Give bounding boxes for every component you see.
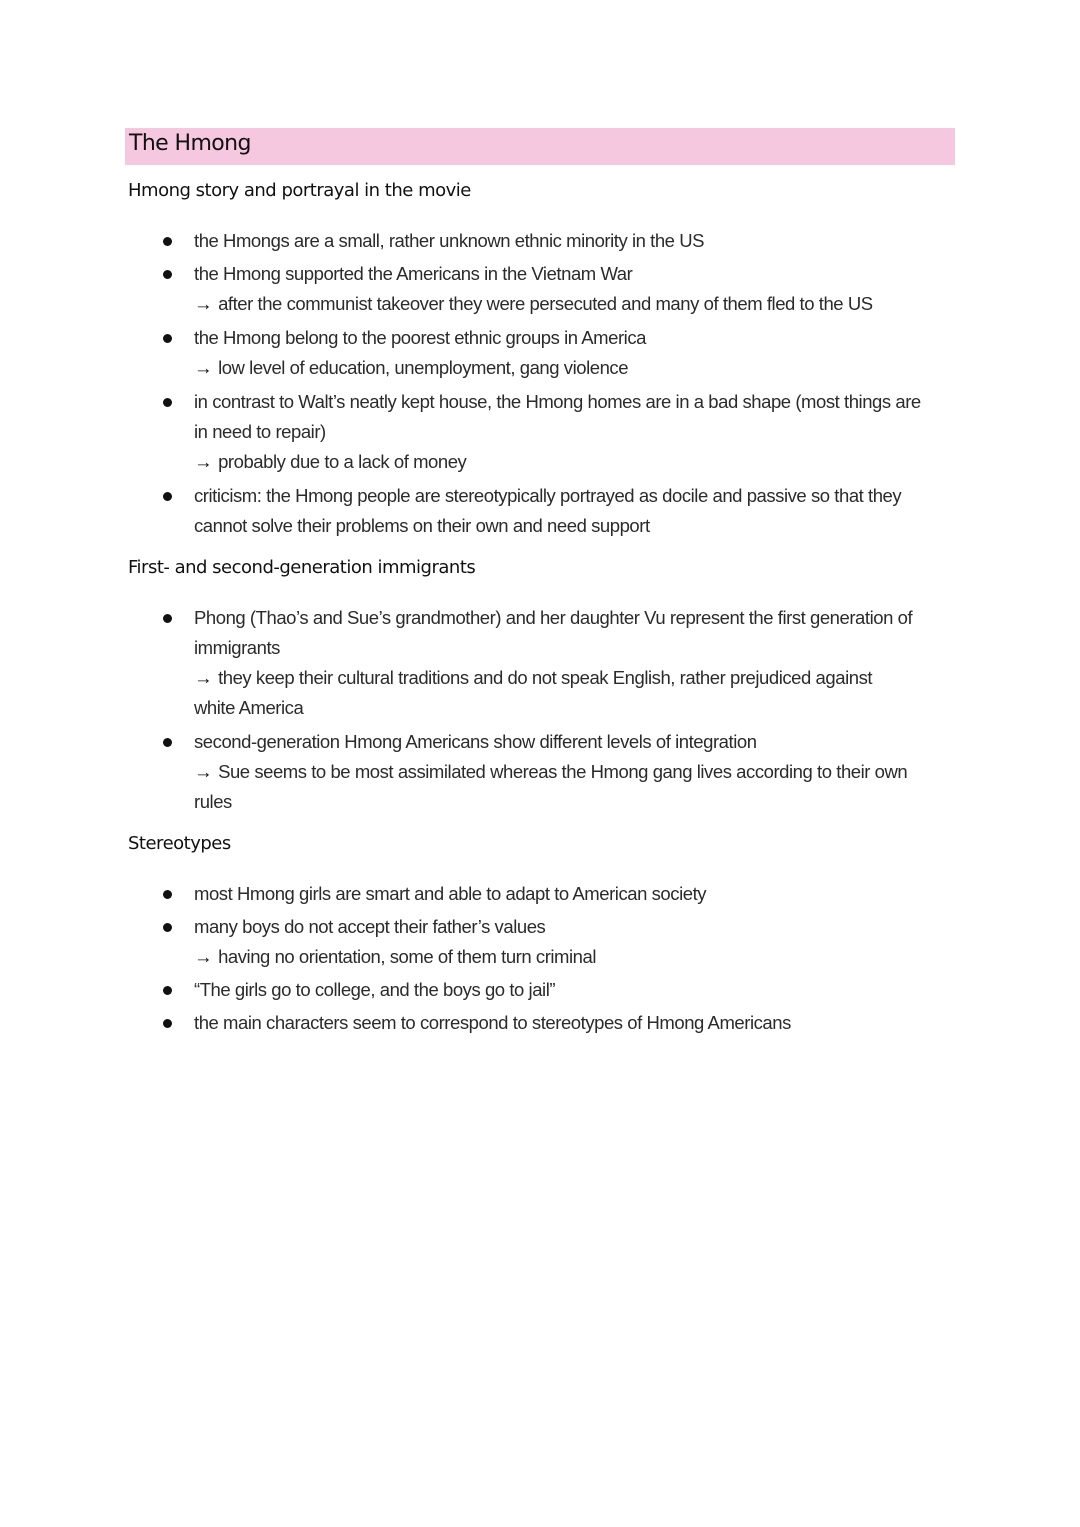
item-text: many boys do not accept their father’s values: [194, 916, 546, 937]
section-heading: Stereotypes: [128, 833, 231, 854]
section-hmong-story: [128, 178, 958, 541]
section-heading: First- and second-generation immigrants: [128, 557, 476, 578]
bullet-icon: [163, 986, 172, 995]
item-text: the Hmong supported the Americans in the Vietnam War: [194, 263, 633, 284]
item-text-continued: in need to repair): [194, 421, 326, 442]
item-subline: [194, 942, 958, 972]
arrow-right-icon: →: [194, 946, 213, 967]
list-item: [128, 481, 958, 541]
item-text: the Hmong belong to the poorest ethnic groups in America: [194, 327, 646, 348]
item-subtext-continued: rules: [194, 791, 232, 812]
arrow-right-icon: →: [194, 293, 213, 314]
section-immigrant-generations: [128, 555, 958, 817]
item-text: most Hmong girls are smart and able to adapt to American society: [194, 883, 707, 904]
section-heading: Hmong story and portrayal in the movie: [128, 180, 471, 201]
item-subtext: probably due to a lack of money: [218, 451, 467, 472]
item-subline: [194, 447, 958, 477]
bullet-list: [128, 226, 958, 541]
list-item: [128, 387, 958, 477]
bullet-icon: [163, 237, 172, 246]
bullet-list: [128, 879, 958, 1038]
item-text-continued: cannot solve their problems on their own and need support: [194, 515, 650, 536]
bullet-icon: [163, 890, 172, 899]
item-text: Phong (Thao’s and Sue’s grandmother) and her daughter Vu represent the first generation of: [194, 607, 913, 628]
arrow-right-icon: →: [194, 761, 213, 782]
list-item: [128, 226, 958, 256]
item-subline: [194, 353, 958, 383]
bullet-icon: [163, 334, 172, 343]
bullet-icon: [163, 614, 172, 623]
list-item: [128, 879, 958, 909]
item-text: in contrast to Walt’s neatly kept house, the Hmong homes are in a bad shape (most things are: [194, 391, 921, 412]
bullet-icon: [163, 923, 172, 932]
title-highlight: [125, 128, 955, 165]
bullet-icon: [163, 492, 172, 501]
item-text: “The girls go to college, and the boys go to jail”: [194, 979, 556, 1000]
list-item: [128, 727, 958, 817]
page-title: The Hmong: [129, 131, 251, 156]
item-subtext: after the communist takeover they were persecuted and many of them fled to the US: [218, 293, 873, 314]
arrow-right-icon: →: [194, 667, 213, 688]
item-subtext: they keep their cultural traditions and do not speak English, rather prejudiced against: [218, 667, 873, 688]
item-text: the Hmongs are a small, rather unknown ethnic minority in the US: [194, 230, 705, 251]
item-subtext-continued: white America: [194, 697, 304, 718]
arrow-right-icon: →: [194, 451, 213, 472]
item-subline: [194, 757, 958, 787]
item-subline: [194, 289, 958, 319]
arrow-right-icon: →: [194, 357, 213, 378]
section-stereotypes: [128, 831, 958, 1038]
item-text-continued: immigrants: [194, 637, 280, 658]
list-item: [128, 1008, 958, 1038]
list-item: [128, 259, 958, 319]
bullet-icon: [163, 398, 172, 407]
item-text: second-generation Hmong Americans show different levels of integration: [194, 731, 757, 752]
item-subtext: having no orientation, some of them turn criminal: [218, 946, 597, 967]
list-item: [128, 975, 958, 1005]
bullet-icon: [163, 270, 172, 279]
list-item: [128, 603, 958, 723]
item-subtext: Sue seems to be most assimilated whereas the Hmong gang lives according to their own: [218, 761, 908, 782]
bullet-icon: [163, 738, 172, 747]
item-subline: [194, 663, 958, 693]
list-item: [128, 323, 958, 383]
bullet-icon: [163, 1019, 172, 1028]
item-subtext: low level of education, unemployment, gang violence: [218, 357, 629, 378]
list-item: [128, 912, 958, 972]
bullet-list: [128, 603, 958, 817]
item-text: criticism: the Hmong people are stereotypically portrayed as docile and passive so that they: [194, 485, 902, 506]
item-text: the main characters seem to correspond to stereotypes of Hmong Americans: [194, 1012, 791, 1033]
